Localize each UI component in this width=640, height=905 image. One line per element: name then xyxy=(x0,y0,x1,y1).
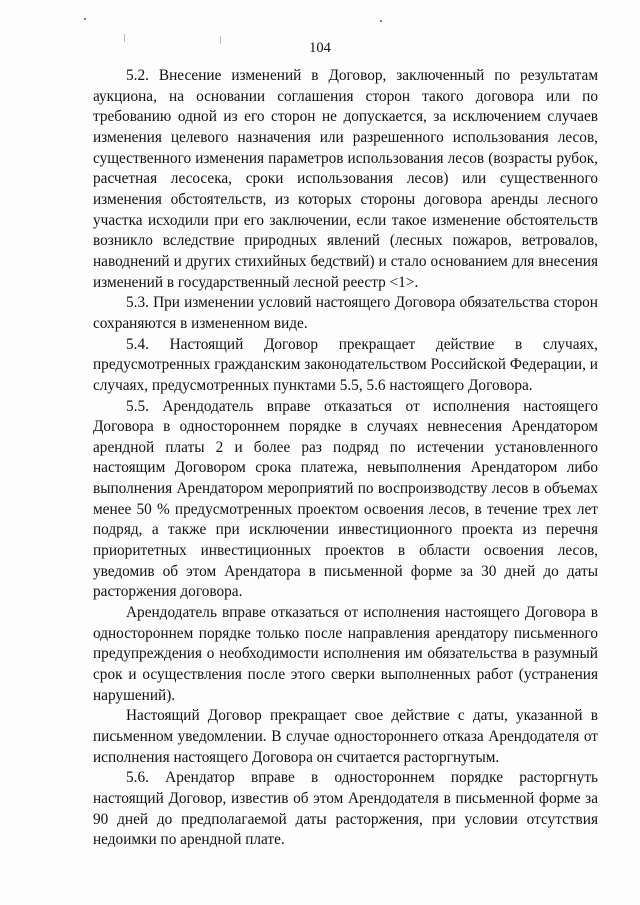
clause-5-5: 5.5. Арендодатель вправе отказаться от исполнения настоящего Договора в одностороннем порядке в случаях невнесения Арендатором арендной платы 2 и более раз подряд по истечении установленного настоящим Договором срока платежа, невыполнения Арендатором либо выполнения Арендатором мероприятий по воспроизводству лесов в объемах менее 50 % предусмотренных проектом освоения лесов, в течение трех лет подряд, а также при исключении инвестиционного проекта из перечня приоритетных инвестиционных проектов в области освоения лесов, уведомив об этом Арендатора в письменной форме за 30 дней до даты расторжения договора. xyxy=(93,397,598,601)
clause-5-5-termination-date: Настоящий Договор прекращает свое действие с даты, указанной в письменном уведомлении. В случае одностороннего отказа Арендодателя от исполнения настоящего Договора он считается расторгнутым. xyxy=(93,707,598,766)
scan-artifact-dot xyxy=(380,20,382,22)
clause-5-3: 5.3. При изменении условий настоящего Договора обязательства сторон сохраняются в измененном виде. xyxy=(93,294,598,332)
scan-artifact-dot xyxy=(84,18,86,20)
clause-5-2: 5.2. Внесение изменений в Договор, заключенный по результатам аукциона, на основании соглашения сторон такого договора или по требованию одной из его сторон не допускается, за исключением случаев изменения целевого назначения или разрешенного использования лесов, существенного изменения параметров использования лесов (возрасты рубок, расчетная лесосека, сроки использования лесов) или существенного изменения обстоятельств, из которых стороны договора аренды лесного участка исходили при его заключении, если такое изменение обстоятельств возникло вследствие природных явлений (лесных пожаров, ветровалов, наводнений и других стихийных бедствий) и стало основанием для внесения изменений в государственный лесной реестр <1>. xyxy=(93,67,598,291)
page-number: 104 xyxy=(309,40,331,56)
clause-5-4: 5.4. Настоящий Договор прекращает действие в случаях, предусмотренных гражданским законодательством Российской Федерации, и случаях, предусмотренных пунктами 5.5, 5.6 настоящего Договора. xyxy=(93,335,598,394)
clause-5-6: 5.6. Арендатор вправе в одностороннем порядке расторгнуть настоящий Договор, известив об этом Арендодателя в письменной форме за 90 дней до предполагаемой даты расторжения, при условии отсутствия недоимки по арендной плате. xyxy=(93,769,598,849)
clause-5-5-refusal-procedure: Арендодатель вправе отказаться от исполнения настоящего Договора в одностороннем порядке только после направления арендатору письменного предупреждения о необходимости исполнения им обязательства в разумный срок и осуществления после этого сверки выполненных работ (устранения нарушений). xyxy=(93,604,598,704)
document-body xyxy=(93,66,598,851)
